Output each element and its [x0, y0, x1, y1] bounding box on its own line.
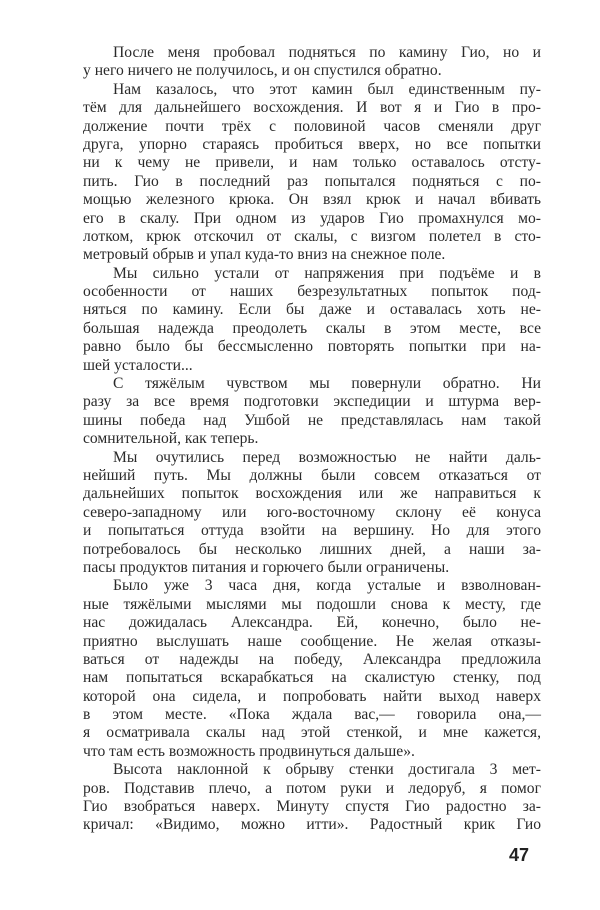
- text-line: мощью железного крюка. Он взял крюк и начал вбивать: [83, 191, 541, 209]
- text-line: в этом месте. «Пока ждала вас,— говорила она,—: [83, 706, 541, 724]
- text-line: которой она сидела, и попробовать найти выход наверх: [83, 687, 541, 705]
- text-line: нейший путь. Мы должны были совсем отказаться от: [83, 466, 541, 484]
- paragraph: [83, 577, 541, 761]
- text-line: Гио взобраться наверх. Минуту спустя Гио радостно за-: [83, 798, 541, 816]
- text-line: я осматривала скалы над этой стенкой, и мне кажется,: [83, 724, 541, 742]
- text-line: дальнейших попыток восхождения или же направиться к: [83, 485, 541, 503]
- text-line: Нам казалось, что этот камин был единственным пу-: [113, 80, 541, 98]
- paragraph: [83, 375, 541, 449]
- text-line: его в скалу. При одном из ударов Гио промахнулся мо-: [83, 209, 541, 227]
- text-line: Высота наклонной к обрыву стенки достигала 3 мет-: [113, 761, 541, 779]
- text-line: Было уже 3 часа дня, когда усталые и взволнован-: [113, 577, 541, 595]
- text-line: шей усталости...: [83, 356, 193, 374]
- text-line: равно было бы бессмысленно повторять попытки при на-: [83, 338, 541, 356]
- text-line: После меня пробовал подняться по камину Гио, но и: [113, 44, 541, 61]
- text-line: шины победа над Ушбой не представлялась нам такой: [83, 411, 541, 429]
- text-line: тём для дальнейшего восхождения. И вот я и Гио в про-: [83, 99, 541, 117]
- paragraph: [83, 44, 541, 81]
- paragraph: [83, 449, 541, 578]
- text-line: что там есть возможность продвинуться дальше».: [83, 742, 415, 760]
- text-line: потребовалось бы несколько лишних дней, а наши за-: [83, 540, 541, 558]
- text-line: северо-западному или юго-восточному склону её конуса: [83, 503, 541, 521]
- text-line: у него ничего не получилось, и он спустился обратно.: [83, 62, 442, 80]
- page-number: 47: [509, 845, 530, 865]
- text-line: должение почти трёх с половиной часов сменяли друг: [83, 117, 541, 135]
- text-line: ные тяжёлыми мыслями мы подошли снова к месту, где: [83, 595, 541, 613]
- text-line: лотком, крюк отскочил от скалы, с визгом полетел в сто-: [83, 227, 541, 245]
- paragraph: [83, 265, 541, 375]
- text-line: Мы очутились перед возможностью не найти даль-: [113, 448, 541, 466]
- text-line: приятно выслушать наше сообщение. Не желая отказы-: [83, 632, 541, 650]
- text-line: особенности от наших безрезультатных попыток под-: [83, 283, 541, 301]
- text-line: Мы сильно устали от напряжения при подъёме и в: [113, 264, 541, 282]
- text-line: и попытаться оттуда взойти на вершину. Но для этого: [83, 522, 541, 540]
- text-line: С тяжёлым чувством мы повернули обратно. Ни: [113, 375, 541, 393]
- text-line: большая надежда преодолеть скалы в этом месте, все: [83, 319, 541, 337]
- paragraph: [83, 761, 541, 835]
- book-page-text: [83, 44, 541, 835]
- text-line: метровый обрыв и упал куда-то вниз на снежное поле.: [83, 246, 446, 264]
- text-line: няться по камину. Если бы даже и оставалась хоть не-: [83, 301, 541, 319]
- paragraph: [83, 81, 541, 265]
- text-line: нам попытаться вскарабкаться на скалистую стенку, под: [83, 669, 541, 687]
- text-line: разу за все время подготовки экспедиции и штурма вер-: [83, 393, 541, 411]
- text-line: друга, упорно стараясь пробиться вверх, но все попытки: [83, 135, 541, 153]
- text-line: пить. Гио в последний раз попытался подняться с по-: [83, 172, 541, 190]
- text-line: ваться от надежды на победу, Александра предложила: [83, 650, 541, 668]
- text-line: ни к чему не привели, и нам только оставалось отсту-: [83, 154, 541, 172]
- text-line: нас дожидалась Александра. Ей, конечно, было не-: [83, 614, 541, 632]
- text-line: сомнительной, как теперь.: [83, 430, 259, 448]
- text-line: ров. Подставив плечо, а потом руки и ледоруб, я помог: [83, 779, 541, 797]
- text-line: пасы продуктов питания и горючего были ограничены.: [83, 558, 450, 576]
- text-line: кричал: «Видимо, можно итти». Радостный крик Гио: [83, 816, 541, 834]
